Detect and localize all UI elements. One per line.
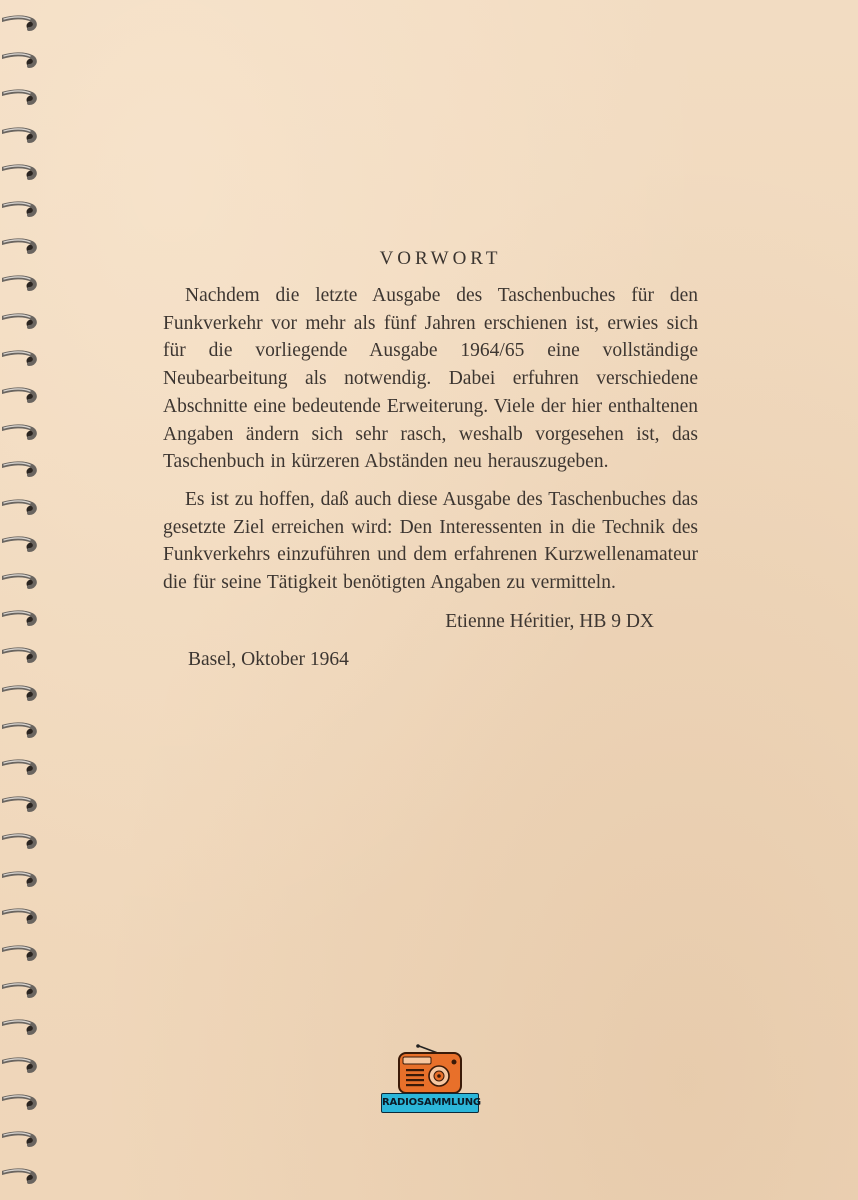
spiral-coil — [2, 572, 38, 592]
spiral-coil — [2, 274, 38, 294]
spiral-coil — [2, 981, 38, 1001]
spiral-coil — [2, 51, 38, 71]
radiosammlung-logo — [381, 1043, 479, 1119]
paragraph-1: Nachdem die letzte Ausgabe des Taschenbuches für den Funkverkehr vor mehr als fünf Jahren erschienen ist, erwies sich für die vorliegende Ausgabe 1964/65 eine vollständige Neubearbeitung als notwendig. Dabei erfuhren verschiedene Abschnitte eine bedeutende Erweiterung. Viele der hier enthaltenen Angaben ändern sich sehr rasch, weshalb vorgesehen ist, das Taschenbuch in kürzeren Abständen neu herauszugeben. — [163, 285, 698, 473]
spiral-coil — [2, 386, 38, 406]
spiral-coil — [2, 684, 38, 704]
preface-text-block — [163, 248, 698, 671]
spiral-coil — [2, 423, 38, 443]
spiral-coil — [2, 1130, 38, 1150]
spiral-coil — [2, 795, 38, 815]
spiral-coil — [2, 1167, 38, 1187]
spiral-coil — [2, 126, 38, 146]
spiral-coil — [2, 646, 38, 666]
spiral-coil — [2, 870, 38, 890]
watermark-label: RADIOSAMMLUNG — [381, 1093, 479, 1113]
paragraph-2: Es ist zu hoffen, daß auch diese Ausgabe des Taschenbuches das gesetzte Ziel erreichen wird: Den Interessenten in die Technik des Funkverkehrs einzuführen und dem erfahrenen Kurzwellenamateur die für seine Tätigkeit benötigten Angaben zu vermitteln. — [163, 488, 698, 594]
spiral-coil — [2, 1056, 38, 1076]
spiral-coil — [2, 944, 38, 964]
place-date: Basel, Oktober 1964 — [188, 648, 349, 670]
spiral-coil — [2, 721, 38, 741]
spiral-coil — [2, 1093, 38, 1113]
spiral-binding-icon — [0, 0, 46, 1200]
spiral-coil — [2, 498, 38, 518]
spiral-coil — [2, 1018, 38, 1038]
author-signature: Etienne Héritier, HB 9 DX — [445, 610, 654, 632]
page-title: VORWORT — [379, 248, 502, 269]
spiral-coil — [2, 163, 38, 183]
spiral-coil — [2, 88, 38, 108]
spiral-coil — [2, 907, 38, 927]
spiral-coil — [2, 758, 38, 778]
spiral-coil — [2, 349, 38, 369]
spiral-coil — [2, 200, 38, 220]
spiral-coil — [2, 312, 38, 332]
radio-icon — [381, 1043, 479, 1095]
spiral-coil — [2, 237, 38, 257]
spiral-coil — [2, 609, 38, 629]
spiral-coil — [2, 460, 38, 480]
spiral-coil — [2, 832, 38, 852]
spiral-coil — [2, 535, 38, 555]
spiral-coil — [2, 14, 38, 34]
